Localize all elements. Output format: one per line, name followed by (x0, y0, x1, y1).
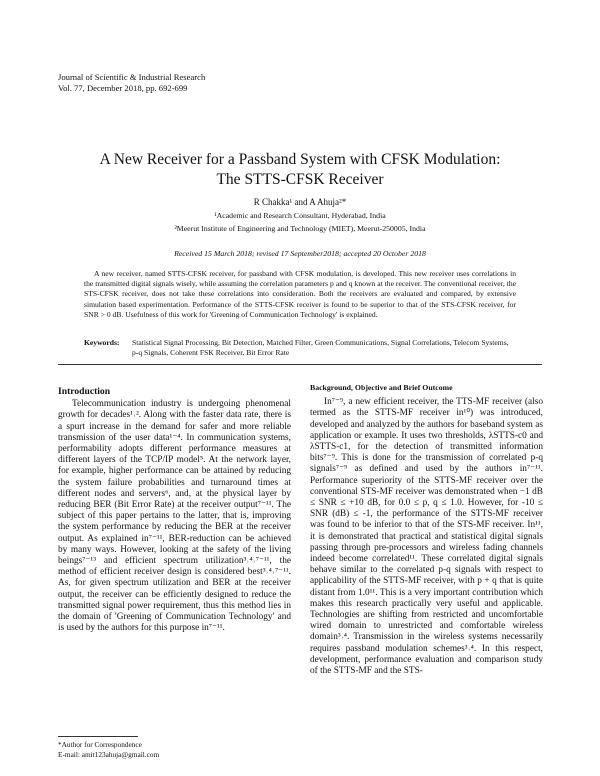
footnote-divider (58, 736, 138, 737)
journal-name: Journal of Scientific & Industrial Research (58, 72, 206, 82)
left-column (58, 386, 291, 634)
footnote-correspondence: *Author for Correspondence (58, 740, 142, 749)
author-list: R Chakka¹ and A Ahuja²* (253, 197, 347, 207)
title-line-1: A New Receiver for a Passband System with CFSK Modulation: (99, 151, 501, 168)
intro-paragraph: Telecommunication industry is undergoing phenomenal growth for decades¹˒². Along with the faster data rate, there is a spurt increase in the demand for safer and more reliable transmission of the user data¹⁻⁴. In communication systems, performability adopts different performance measures at different layers of the TCP/IP model⁵. At the network layer, for example, higher performance can be attained by reducing the system failure probabilities and turnaround times at different nodes and servers⁶, and, at the physical layer by reducing BER (Bit Error Rate) at the receiver output⁷⁻¹¹. The subject of this paper pertains to the latter, that is, improving the system performance by reducing the BER at the receiver output. As explained in⁷⁻¹¹, BER-reduction can be achieved by many ways. However, looking at the safety of the living beings⁷⁻¹³ and efficient spectrum utilization³˒⁴˒⁷⁻¹¹, the method of efficient receiver design is considered best³˒⁴˒⁷⁻¹¹. As, for given spectrum utilization and BER at the receiver output, the receiver can be efficiently designed to reduce the transmitted signal power requirement, thus this method lies in the domain of 'Greening of Communication Technology' and is used by the authors for this purpose in⁷⁻¹¹. (58, 399, 291, 634)
paper-title (60, 150, 540, 190)
received-dates: Received 15 March 2018; revised 17 September2018; accepted 20 October 2018 (174, 249, 426, 258)
journal-volume: Vol. 77, December 2018, pp. 692-699 (58, 83, 188, 93)
affiliation-2: ²Meerut Institute of Engineering and Technology (MIET), Meerut-250005, India (174, 224, 426, 233)
keywords-label: Keywords: (84, 338, 120, 347)
right-column (310, 382, 543, 677)
journal-header (58, 72, 205, 94)
intro-heading: Introduction (58, 386, 111, 397)
footnote-email: E-mail: amit123ahuja@gmail.com (58, 750, 160, 759)
abstract: A new receiver, named STTS-CFSK receiver, for passband with CFSK modulation, is developed. This new receiver uses correlations in the transmitted digital signals wisely, while assuming the correlation parameters p and q known at the receiver. The conventional receiver, the STS-CFSK receiver, does not take these correlations into consideration. Both the receivers are evaluated and compared, by extensive simulation based experimentation. Performance of the STTS-CFSK receiver is found to be superior to that of the STS-CFSK receiver, for SNR > 0 dB. Usefulness of this work for 'Greening of Communication Technology' is explained. (84, 269, 516, 319)
title-line-2: The STTS-CFSK Receiver (216, 171, 384, 188)
background-paragraph: In⁷⁻⁹, a new efficient receiver, the TTS-MF receiver (also termed as the STTS-MF receiver in¹⁰) was introduced, developed and analyzed by the authors for baseband system as application or example. It uses two thresholds, λSTTS-c0 and λSTTS-c1, for the detection of transmitted information bits⁷⁻⁹. This is done for the transmission of correlated p-q signals⁷⁻⁹ as defined and used by the authors in⁷⁻¹¹. Performance superiority of the STTS-MF receiver over the conventional STS-MF receiver was demonstrated when −1 dB ≤ SNR ≤ +10 dB, for 0.0 ≤ p, q ≤ 1.0. However, for -10 ≤ SNR (dB) ≤ -1, the performance of the STTS-MF receiver was found to be inferior to that of the STS-MF receiver. In¹¹, it is demonstrated that practical and statistical digital signals passing through pre-processors and wireless fading channels indeed become correlated¹¹. These correlated digital signals behave similar to the correlated p-q signals with respect to applicability of the STTS-MF receiver, with p + q that is quite distant from 1.0¹¹. This is a very important contribution which makes this research practically very useful and applicable. Technologies are shifting from restricted and uncomfortable wired domain to unrestricted and comfortable wireless domain³˒⁴. Transmission in the wireless systems necessarily requires passband modulation schemes³˒⁴. In this respect, development, performance evaluation and comparison study of the STTS-MF and the STS- (310, 397, 543, 677)
divider (58, 364, 542, 365)
keywords-block (84, 338, 516, 358)
background-heading: Background, Objective and Brief Outcome (310, 383, 453, 392)
affiliation-1: ¹Academic and Research Consultant, Hyderabad, India (214, 211, 386, 220)
keywords-text: Statistical Signal Processing, Bit Detection, Matched Filter, Green Communications, Signal Correlations, Telecom Systems, p-q Signals, Coherent FSK Receiver, Bit Error Rate (132, 338, 509, 358)
